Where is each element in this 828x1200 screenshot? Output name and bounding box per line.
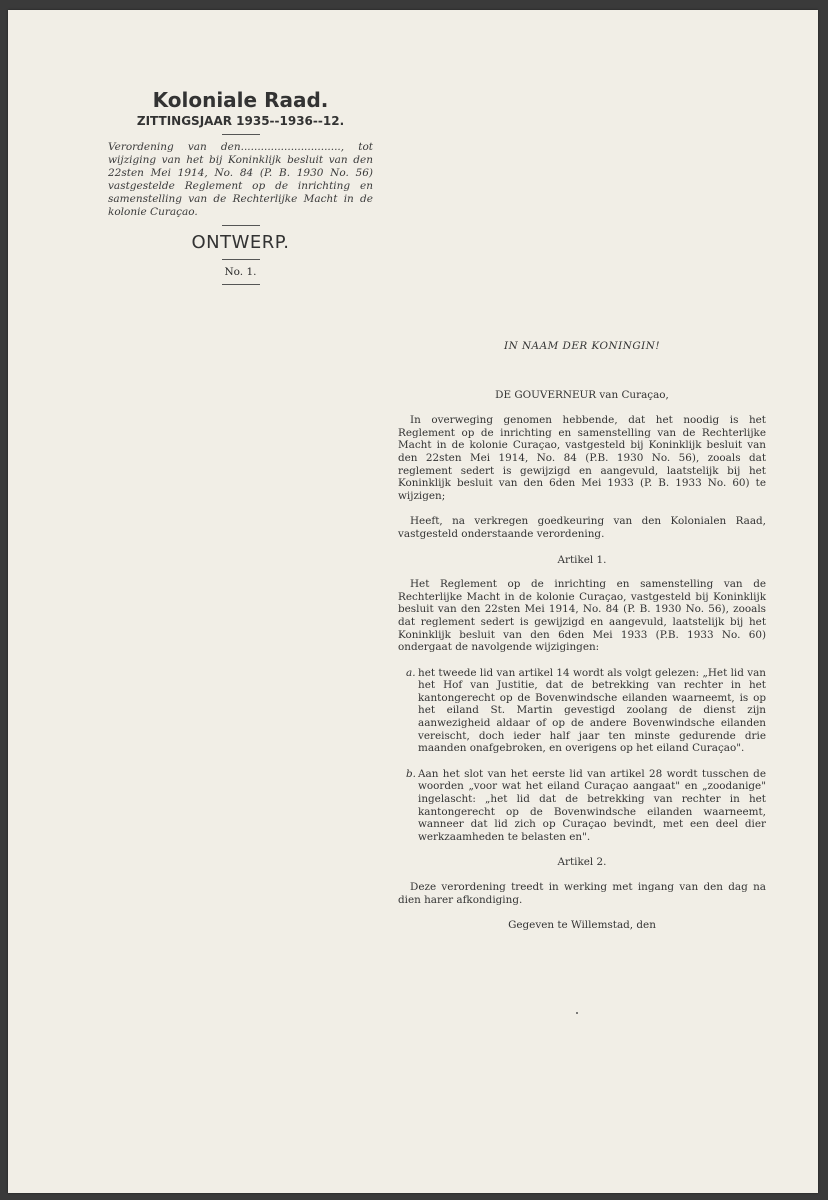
council-title: Koloniale Raad. xyxy=(152,88,329,112)
salutation: IN NAAM DER KONINGIN! xyxy=(503,340,661,352)
amendment-a xyxy=(398,667,766,755)
given-line: Gegeven te Willemstad, den xyxy=(508,919,656,932)
divider xyxy=(222,225,260,226)
session-year: ZITTINGSJAAR 1935--1936--12. xyxy=(136,114,345,128)
draft-label: ONTWERP. xyxy=(191,232,290,253)
divider xyxy=(222,259,260,260)
considering-paragraph: In overweging genomen hebbende, dat het noodig is het Reglement op de inrichting en samenstelling van de Rechterlijke Macht in de kolonie Curaçao, vastgesteld bij Koninklijk besluit van den 22sten Mei 1914, No. 84 (P.B. 1930 No. 56), zooals dat reglement sedert is gewijzigd en aangevuld, laatstelijk bij het Koninklijk besluit van den 6den Mei 1933 (P. B. 1933 No. 60) te wijzigen; xyxy=(398,414,766,502)
amendment-b xyxy=(398,768,766,844)
amendment-text: Aan het slot van het eerste lid van artikel 28 wordt tusschen de woorden „voor wat het eiland Curaçao aangaat" en „zoodanige" ingelascht: „het lid dat de betrekking van rechter in het kantongerecht op de Bovenwindsche eilanden waarneemt, wanneer dat lid zich op Curaçao bevindt, met een deel dier werkzaamheden te belasten en". xyxy=(418,767,766,843)
governor-line: DE GOUVERNEUR van Curaçao, xyxy=(495,388,669,401)
article-2-text: Deze verordening treedt in werking met ingang van den dag na dien harer afkondiging. xyxy=(398,881,766,906)
ink-speck xyxy=(576,1012,578,1014)
article-1-text: Het Reglement op de inrichting en samenstelling van de Rechterlijke Macht in de kolonie Curaçao, vastgesteld bij Koninklijk besluit van den 22sten Mei 1914, No. 84 (P. B. 1930 No. 56), zooals dat reglement sedert is gewijzigd en aangevuld, laatstelijk bij het Koninklijk besluit van den 6den Mei 1933 (P.B. 1933 No. 60) ondergaat de navolgende wijzigingen: xyxy=(398,578,766,654)
document-header xyxy=(108,88,373,291)
draft-number: No. 1. xyxy=(224,266,257,278)
divider xyxy=(222,284,260,285)
amendment-letter: a. xyxy=(406,666,416,679)
ordinance-body xyxy=(398,340,766,932)
amendment-letter: b. xyxy=(406,767,416,780)
article-1-heading: Artikel 1. xyxy=(557,553,607,566)
article-2-heading: Artikel 2. xyxy=(557,856,607,869)
enacted-paragraph: Heeft, na verkregen goedkeuring van den Kolonialen Raad, vastgesteld onderstaande verordening. xyxy=(398,515,766,540)
divider xyxy=(222,134,260,135)
amendment-text: het tweede lid van artikel 14 wordt als volgt gelezen: „Het lid van het Hof van Justitie, dat de betrekking van rechter in het kantongerecht op de Bovenwindsche eilanden waarneemt, is op het eiland St. Martin gevestigd zoolang de dienst zijn aanwezigheid aldaar of op de andere Bovenwindsche eilanden vereischt, doch ieder half jaar ten minste gedurende drie maanden onafgebroken, en overigens op het eiland Curaçao". xyxy=(418,666,766,755)
ordinance-description: Verordening van den.............................., tot wijziging van het bij Koninklijk besluit van den 22sten Mei 1914, No. 84 (P. B. 1930 No. 56) vastgestelde Reglement op de inrichting en samenstelling van de Rechterlijke Macht in de kolonie Curaçao. xyxy=(108,141,373,218)
